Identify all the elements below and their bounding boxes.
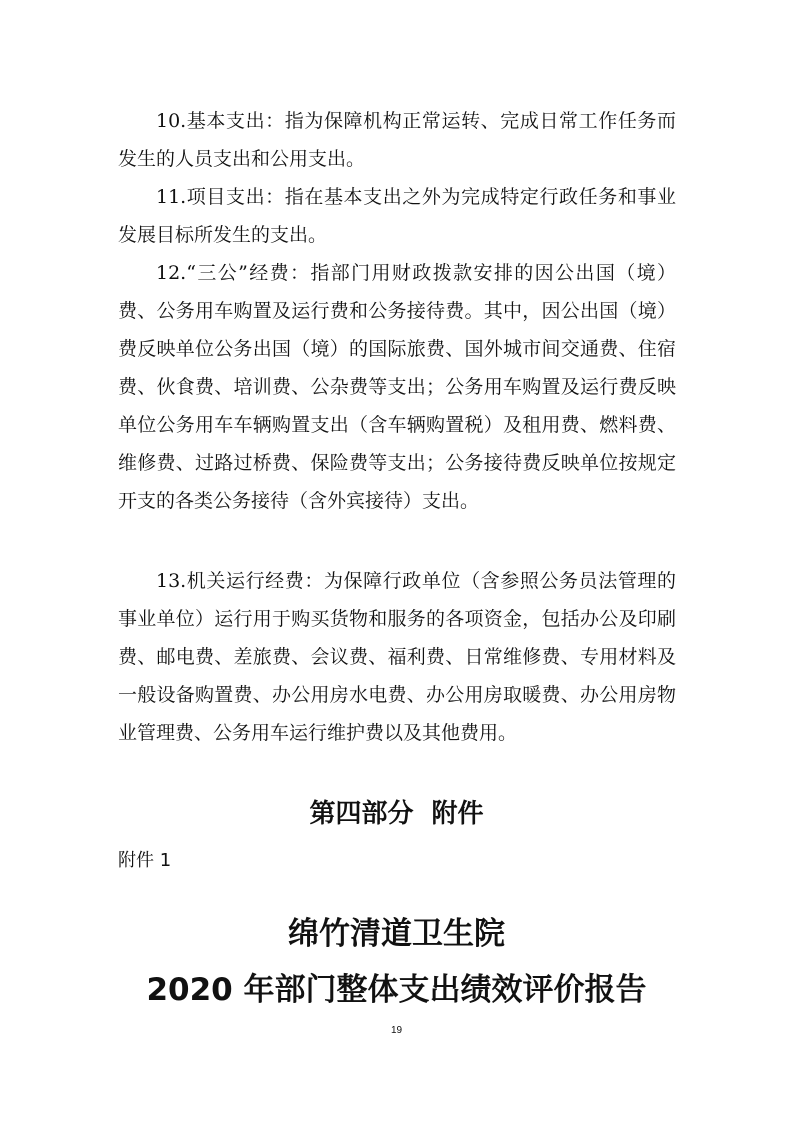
definition-paragraph-basic-expenditure: 10.基本支出：指为保障机构正常运转、完成日常工作任务而发生的人员支出和公用支出。 (118, 110, 676, 170)
report-title-organization: 绵竹清道卫生院 (288, 916, 505, 952)
page-number: 19 (390, 1025, 403, 1036)
section-heading: 第四部分 附件 (309, 799, 484, 829)
definition-paragraph-three-public-expenses: 12.“三公”经费：指部门用财政拨款安排的因公出国（境）费、公务用车购置及运行费和公务接待费。其中，因公出国（境）费反映单位公务出国（境）的国际旅费、国外城市间交通费、住宿费、伙食费、培训费、公杂费等支出；公务用车购置及运行费反映单位公务用车车辆购置支出（含车辆购置税）及租用费、燃料费、维修费、过路过桥费、保险费等支出；公务接待费反映单位按规定开支的各类公务接待（含外宾接待）支出。 (118, 262, 676, 512)
definition-paragraph-operating-expenses: 13.机关运行经费：为保障行政单位（含参照公务员法管理的事业单位）运行用于购买货物和服务的各项资金，包括办公及印刷费、邮电费、差旅费、会议费、福利费、日常维修费、专用材料及一般设备购置费、办公用房水电费、办公用房取暖费、办公用房物业管理费、公务用车运行维护费以及其他费用。 (118, 570, 676, 744)
definition-paragraph-project-expenditure: 11.项目支出：指在基本支出之外为完成特定行政任务和事业发展目标所发生的支出。 (118, 186, 676, 246)
annex-label: 附件 1 (118, 850, 172, 871)
report-title-subject: 2020 年部门整体支出绩效评价报告 (146, 972, 647, 1008)
